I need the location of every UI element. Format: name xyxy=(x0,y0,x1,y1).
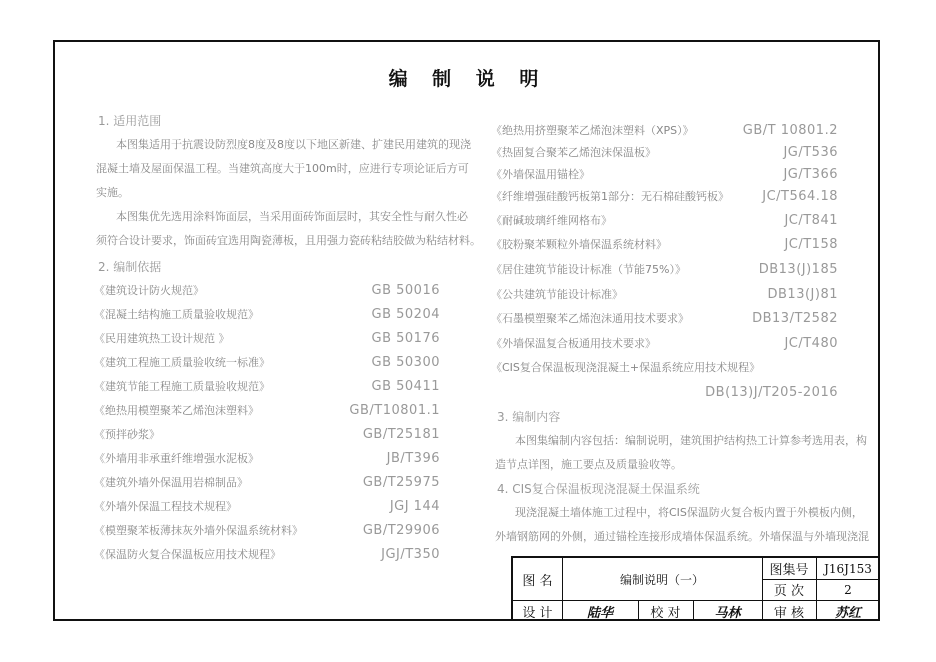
standard-name: 《绝热用模塑聚苯乙烯泡沫塑料》 xyxy=(94,404,259,417)
paragraph-line: 外墙钢筋网的外侧，通过锚栓连接形成墙体保温系统。外墙保温与外墙现浇混 xyxy=(495,530,869,543)
standard-row xyxy=(94,474,440,492)
section-1-heading: 1. 适用范围 xyxy=(98,114,162,128)
standard-code: JGJ/T350 xyxy=(381,547,440,562)
standard-row xyxy=(491,261,838,279)
standard-code: JC/T564.18 xyxy=(762,189,838,204)
standard-name: 《石墨模塑聚苯乙烯泡沫通用技术要求》 xyxy=(491,312,689,325)
standard-name: 《外墙外保温工程技术规程》 xyxy=(94,500,237,513)
standard-name: 《纤维增强硅酸钙板第1部分：无石棉硅酸钙板》 xyxy=(491,190,729,203)
standard-name: 《保温防火复合保温板应用技术规程》 xyxy=(94,548,281,561)
checker-signature: 马林 xyxy=(714,606,741,621)
review-label: 审 核 xyxy=(773,606,805,621)
standard-code: JG/T366 xyxy=(783,167,838,182)
page-title: 编 制 说 明 xyxy=(388,68,548,90)
standard-row xyxy=(491,188,838,206)
standard-code: JGJ 144 xyxy=(389,499,440,514)
paragraph-line: 实施。 xyxy=(96,186,129,199)
standard-row xyxy=(94,378,440,396)
cis-standard-name: 《CIS复合保温板现浇混凝土+保温系统应用技术规程》 xyxy=(491,361,761,374)
standard-row xyxy=(491,212,838,230)
standard-row xyxy=(94,402,440,420)
paragraph-line: 混凝土墙及屋面保温工程。当建筑高度大于100m时，应进行专项论证后方可 xyxy=(96,162,469,175)
standard-row xyxy=(491,286,838,304)
paragraph-line: 造节点详图，施工要点及质量验收等。 xyxy=(495,458,682,471)
standard-name: 《外墙保温复合板通用技术要求》 xyxy=(491,337,656,350)
standard-row xyxy=(94,306,440,324)
section-2-heading: 2. 编制依据 xyxy=(98,260,162,274)
standard-code: DB13(J)81 xyxy=(767,287,838,302)
design-label: 设 计 xyxy=(522,606,553,621)
standard-code: DB13/T2582 xyxy=(752,311,838,326)
standard-code: DB13(J)185 xyxy=(758,262,838,277)
standard-name: 《公共建筑节能设计标准》 xyxy=(491,288,623,301)
standard-code: JC/T841 xyxy=(784,213,838,228)
standard-code: GB/T25181 xyxy=(362,427,440,442)
standard-name: 《居住建筑节能设计标准（节能75%）》 xyxy=(491,263,686,276)
standard-name: 《外墙用非承重纤维增强水泥板》 xyxy=(94,452,259,465)
designer-signature: 陆华 xyxy=(586,606,613,621)
standard-row xyxy=(94,282,440,300)
atlas-number: J16J153 xyxy=(824,561,872,576)
atlas-number-label: 图集号 xyxy=(769,563,809,578)
standard-name: 《绝热用挤塑聚苯乙烯泡沫塑料（XPS）》 xyxy=(491,124,694,137)
drawing-name: 编制说明（一） xyxy=(619,572,704,587)
paragraph-line: 须符合设计要求，饰面砖宜选用陶瓷薄板，且用强力瓷砖粘结胶做为粘结材料。 xyxy=(96,234,481,247)
paragraph-line: 现浇混凝土墙体施工过程中，将CIS保温防火复合板内置于外模板内侧， xyxy=(515,506,863,519)
page-number-label: 页 次 xyxy=(773,584,805,599)
standard-name: 《胶粉聚苯颗粒外墙保温系统材料》 xyxy=(491,238,667,251)
reviewer-signature: 苏红 xyxy=(834,606,861,621)
standard-row xyxy=(94,426,440,444)
left-column xyxy=(94,112,481,582)
standard-row xyxy=(94,450,440,468)
standard-row xyxy=(491,166,838,184)
standard-code: GB 50204 xyxy=(371,307,440,322)
drawing-name-label: 图 名 xyxy=(522,573,553,589)
standard-name: 《建筑节能工程施工质量验收规范》 xyxy=(94,380,270,393)
check-label: 校 对 xyxy=(650,606,681,621)
section-4-heading: 4. CIS复合保温板现浇混凝土保温系统 xyxy=(497,482,700,496)
standard-code: JB/T396 xyxy=(386,451,440,466)
standard-code: GB/T10801.1 xyxy=(349,403,440,418)
standard-row xyxy=(94,546,440,564)
standard-name: 《热固复合聚苯乙烯泡沫保温板》 xyxy=(491,146,656,159)
standard-name: 《建筑外墙外保温用岩棉制品》 xyxy=(94,476,248,489)
standard-code: GB 50411 xyxy=(371,379,440,394)
standard-code: JC/T158 xyxy=(784,237,838,252)
standard-code: GB 50300 xyxy=(371,355,440,370)
standard-name: 《民用建筑热工设计规范 》 xyxy=(94,332,230,345)
standard-code: JC/T480 xyxy=(784,336,838,351)
cis-standard-code xyxy=(491,384,838,402)
paragraph-line: 本图集编制内容包括：编制说明，建筑围护结构热工计算参考选用表，构 xyxy=(515,434,867,447)
standard-row xyxy=(491,144,838,162)
standard-row xyxy=(491,335,838,353)
standard-name: 《预拌砂浆》 xyxy=(94,428,160,441)
standard-code: GB 50016 xyxy=(371,283,440,298)
standard-code: DB(13)J/T205-2016 xyxy=(705,385,838,400)
standard-row xyxy=(491,122,838,140)
standard-code: GB/T29906 xyxy=(362,523,440,538)
standard-name: 《外墙保温用锚栓》 xyxy=(491,168,590,181)
standard-name: 《耐碱玻璃纤维网格布》 xyxy=(491,214,612,227)
paragraph-line: 本图集适用于抗震设防烈度8度及8度以下地区新建、扩建民用建筑的现浇 xyxy=(116,138,471,151)
standard-name: 《混凝土结构施工质量验收规范》 xyxy=(94,308,259,321)
section-3-heading: 3. 编制内容 xyxy=(497,410,561,424)
page-number: 2 xyxy=(844,582,852,597)
right-column xyxy=(491,122,869,552)
paragraph-line: 本图集优先选用涂料饰面层，当采用面砖饰面层时，其安全性与耐久性必 xyxy=(116,210,468,223)
standard-name: 《模塑聚苯板薄抹灰外墙外保温系统材料》 xyxy=(94,524,303,537)
standard-code: JG/T536 xyxy=(783,145,838,160)
standard-code: GB/T 10801.2 xyxy=(742,123,838,138)
standard-row xyxy=(94,330,440,348)
standard-row xyxy=(94,522,440,540)
standard-name: 《建筑设计防火规范》 xyxy=(94,284,204,297)
standard-code: GB 50176 xyxy=(371,331,440,346)
title-block xyxy=(511,556,880,621)
standard-name: 《建筑工程施工质量验收统一标准》 xyxy=(94,356,270,369)
standard-row xyxy=(491,310,838,328)
standard-row xyxy=(94,354,440,372)
standard-row xyxy=(491,236,838,254)
standard-row xyxy=(94,498,440,516)
standard-code: GB/T25975 xyxy=(362,475,440,490)
